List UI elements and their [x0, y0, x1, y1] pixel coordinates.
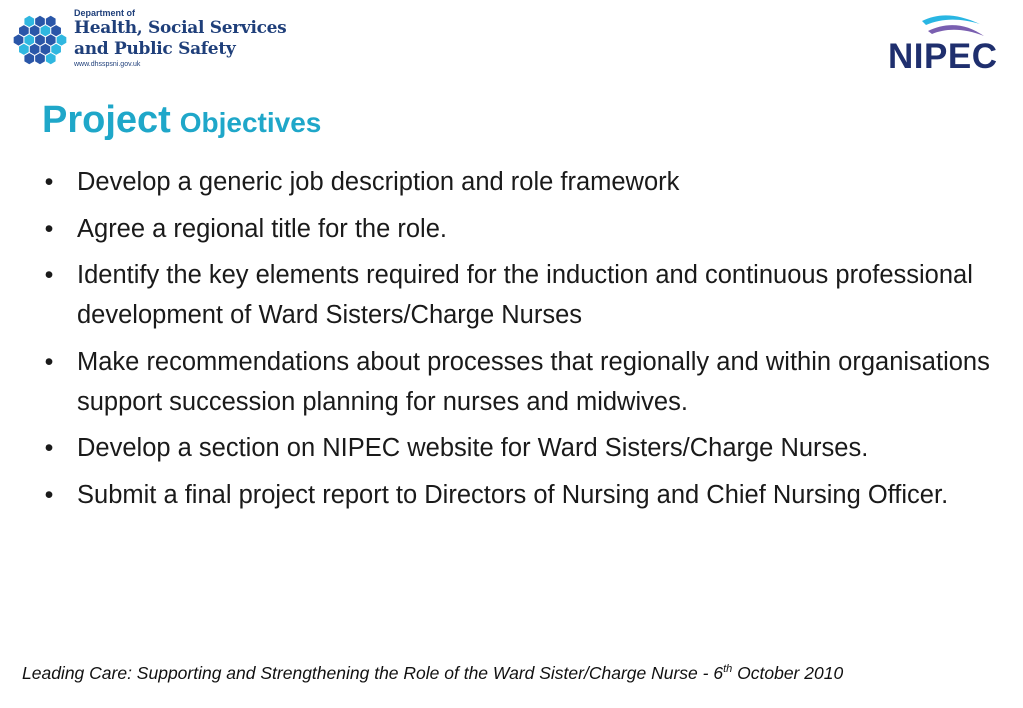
nipec-logo	[884, 12, 1012, 74]
hexagon-shape	[35, 16, 45, 27]
list-item	[36, 255, 998, 335]
hexagon-shape	[51, 25, 61, 36]
list-item	[36, 342, 998, 422]
hexagon-shape	[46, 53, 56, 64]
hexagon-shape	[35, 53, 45, 64]
list-item	[36, 475, 998, 515]
footer-date: October 2010	[732, 663, 844, 683]
department-name-line-2: and Public Safety	[74, 39, 236, 59]
footer-superscript: th	[723, 663, 733, 676]
hexagon-shape	[46, 16, 56, 27]
objective-text: Identify the key elements required for the induction and continuous professional development of Ward Sisters/Charge Nurses	[77, 261, 973, 329]
department-url: www.dhsspsni.gov.uk	[74, 61, 141, 68]
department-name-line-1: Health, Social Services	[74, 18, 287, 38]
bullet-icon: •	[44, 347, 54, 376]
objective-text: Agree a regional title for the role.	[77, 214, 447, 243]
objectives-list	[36, 162, 998, 521]
dhsspsni-wordmark	[74, 8, 286, 70]
list-item	[36, 428, 998, 468]
bullet-icon: •	[44, 480, 54, 509]
footer-text: Leading Care: Supporting and Strengthening the Role of the Ward Sister/Charge Nurse - 6	[22, 663, 724, 683]
nipec-wordmark: NIPEC	[888, 37, 998, 76]
hexagon-shape	[46, 34, 56, 45]
department-line: Department of	[74, 8, 136, 18]
bullet-icon: •	[44, 261, 54, 289]
hexagon-shape	[24, 53, 34, 64]
objective-text: Develop a generic job description and role framework	[77, 168, 680, 196]
objective-text: Submit a final project report to Directors of Nursing and Chief Nursing Officer.	[77, 480, 949, 509]
hexagon-shape	[51, 44, 61, 55]
hexagon-shape	[24, 34, 34, 45]
hexagon-shape	[41, 44, 51, 55]
hexagon-shape	[57, 34, 67, 45]
list-item	[36, 209, 998, 249]
slide-title-main: Project	[42, 99, 171, 141]
hexagon-shape	[19, 44, 29, 55]
hexagon-cluster-logo-icon	[8, 8, 72, 72]
objective-text: Develop a section on NIPEC website for Ward Sisters/Charge Nurses.	[77, 434, 869, 462]
list-item	[36, 162, 998, 202]
objective-text: Make recommendations about processes that regionally and within organisations support succession planning for nurses and midwives.	[77, 347, 990, 416]
nipec-swoosh-icon	[920, 12, 986, 40]
hexagon-shape	[24, 16, 34, 27]
footer-caption	[22, 661, 1007, 685]
hexagon-shape	[14, 34, 24, 45]
hexagon-shape	[41, 25, 51, 36]
slide-title	[42, 97, 321, 146]
hexagon-shape	[30, 44, 40, 55]
bullet-icon: •	[44, 434, 54, 462]
hexagon-shape	[19, 25, 29, 36]
dhsspsni-logo	[8, 8, 298, 84]
slide-title-sub: Objectives	[179, 107, 322, 138]
bullet-icon: •	[44, 168, 54, 196]
bullet-icon: •	[44, 214, 54, 243]
hexagon-shape	[30, 25, 40, 36]
hexagon-shape	[35, 34, 45, 45]
